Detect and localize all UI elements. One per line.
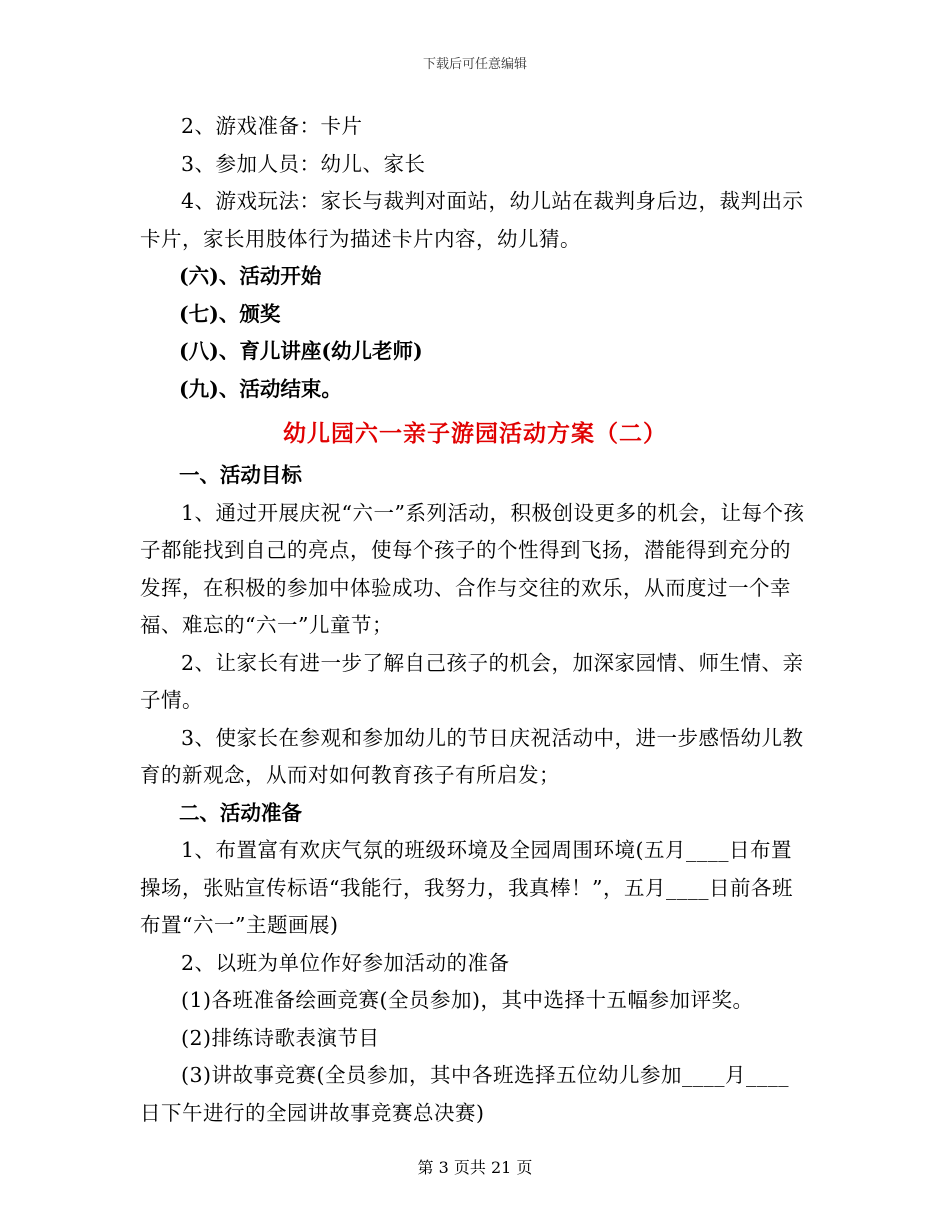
paragraph-goal-3: 3、使家长在参观和参加幼儿的节日庆祝活动中，进一步感悟幼儿教育的新观念，从而对如何教育孩子有所启发； bbox=[140, 725, 804, 787]
paragraph-prep-2: 2、以班为单位作好参加活动的准备 bbox=[181, 950, 510, 975]
section-title: 幼儿园六一亲子游园活动方案（二） bbox=[283, 420, 667, 447]
heading-activity-goals: 一、活动目标 bbox=[178, 463, 302, 487]
heading-awards: (七)、颁奖 bbox=[178, 301, 281, 326]
paragraph-prep-2b: (2)排练诗歌表演节目 bbox=[181, 1025, 380, 1050]
page-header: 下载后可任意编辑 bbox=[422, 57, 527, 72]
paragraph-prep-1: 1、布置富有欢庆气氛的班级环境及全园周围环境(五月____日布置操场，张贴宣传标语“我能行，我努力，我真棒！”，五月____日前各班布置“六一”主题画展) bbox=[140, 838, 793, 937]
paragraph-game-prep: 2、游戏准备：卡片 bbox=[181, 114, 363, 138]
paragraph-prep-2a: (1)各班准备绘画竞赛(全员参加)，其中选择十五幅参加评奖。 bbox=[181, 988, 754, 1012]
paragraph-goal-2: 2、让家长有进一步了解自己孩子的机会，加深家园情、师生情、亲子情。 bbox=[140, 650, 804, 712]
heading-activity-prep: 二、活动准备 bbox=[178, 800, 302, 825]
paragraph-goal-1: 1、通过开展庆祝“六一”系列活动，积极创设更多的机会，让每个孩子都能找到自己的亮点，使每个孩子的个性得到飞扬，潜能得到充分的发挥，在积极的参加中体验成功、合作与交往的欢乐，从而度过一个幸福、难忘的“六一”儿童节； bbox=[140, 500, 805, 637]
paragraph-game-rules: 4、游戏玩法：家长与裁判对面站，幼儿站在裁判身后边，裁判出示卡片，家长用肢体行为描述卡片内容，幼儿猜。 bbox=[140, 189, 804, 251]
paragraph-participants: 3、参加人员：幼儿、家长 bbox=[181, 151, 426, 176]
heading-activity-end: (九)、活动结束。 bbox=[178, 376, 342, 401]
heading-parenting-lecture: (八)、育儿讲座(幼儿老师) bbox=[178, 339, 423, 363]
heading-activity-start: (六)、活动开始 bbox=[178, 264, 322, 288]
paragraph-prep-2c: (3)讲故事竞赛(全员参加，其中各班选择五位幼儿参加____月____日下午进行的全园讲故事竞赛总决赛) bbox=[140, 1063, 790, 1125]
document-body bbox=[140, 108, 810, 1132]
page-footer: 第 3 页共 21 页 bbox=[417, 1158, 533, 1177]
